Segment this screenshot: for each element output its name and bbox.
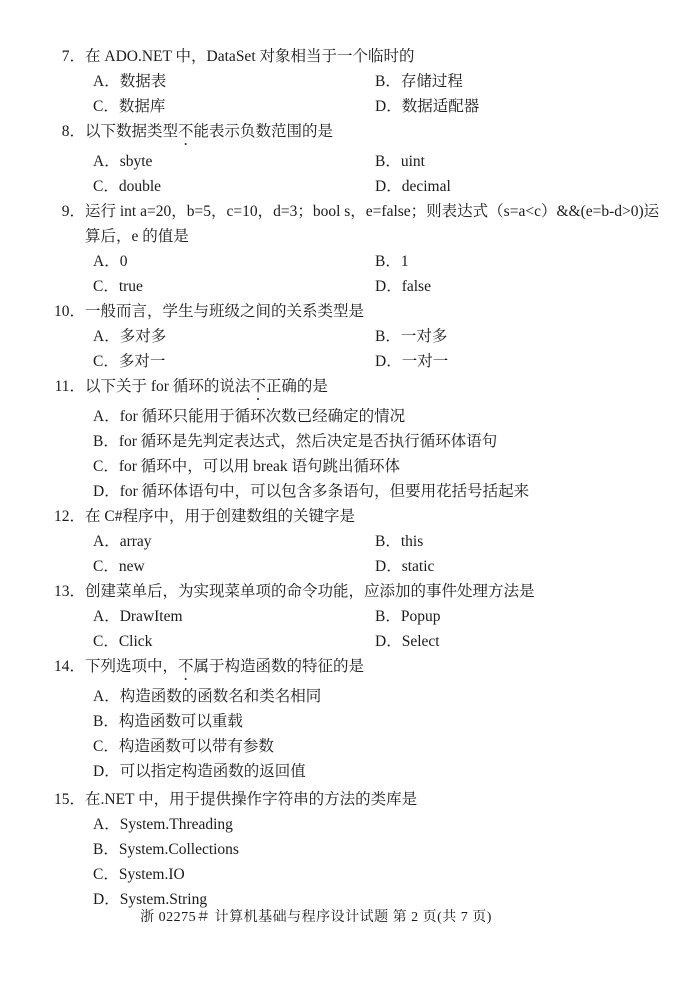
option-label: C． (93, 98, 119, 115)
question-text (85, 44, 662, 69)
question-body (85, 199, 662, 299)
question-body (85, 44, 662, 119)
option-label: A． (93, 153, 120, 170)
option-c (85, 454, 662, 479)
option-label: C． (93, 353, 119, 370)
question-text (85, 504, 662, 529)
option-label: B． (375, 328, 401, 345)
option-text: false (401, 278, 431, 295)
option-text: Popup (400, 608, 441, 625)
option-label: D． (375, 98, 402, 115)
question-body (85, 119, 662, 199)
question-number: 9． (61, 203, 85, 220)
option-text: true (118, 278, 143, 295)
option-d (375, 349, 662, 374)
option-b (85, 429, 662, 454)
question-body (85, 299, 662, 374)
question-number: 12． (53, 508, 85, 525)
option-text: for 循环只能用于循环次数已经确定的情况 (119, 408, 406, 425)
option-label: A． (93, 253, 120, 270)
option-text: new (118, 558, 145, 575)
option-text: for 循环中，可以用 break 语句跳出循环体 (118, 458, 400, 475)
option-label: B． (375, 253, 401, 270)
option-text: System.IO (118, 866, 185, 883)
option-c (93, 174, 375, 199)
option-text: 数据库 (118, 98, 166, 115)
option-text: for 循环体语句中，可以包含多条语句，但要用花括号括起来 (119, 483, 530, 500)
option-label: C． (93, 633, 119, 650)
question-14 (50, 654, 662, 784)
option-label: A． (93, 608, 120, 625)
option-text: this (400, 533, 424, 550)
option-a (93, 604, 375, 629)
options-row (85, 529, 662, 554)
option-label: C． (93, 278, 119, 295)
option-text: 0 (119, 253, 128, 270)
option-label: C． (93, 866, 119, 883)
emphasized-char: 不 (178, 658, 194, 675)
options-row (85, 604, 662, 629)
option-label: A． (93, 816, 120, 833)
option-text: System.Collections (118, 841, 239, 858)
question-text-span: 能表示负数范围的是 (193, 123, 334, 140)
option-a (93, 529, 375, 554)
option-text: 1 (400, 253, 409, 270)
option-text: Click (118, 633, 153, 650)
option-b (85, 837, 662, 862)
question-text-span: 创建菜单后，为实现菜单项的命令功能，应添加的事件处理方法是 (85, 583, 535, 600)
option-d (85, 479, 662, 504)
option-d (85, 759, 662, 784)
option-label: C． (93, 178, 119, 195)
options-row (85, 69, 662, 94)
option-a (85, 812, 662, 837)
question-13 (50, 579, 662, 654)
question-body (85, 374, 662, 504)
question-11 (50, 374, 662, 504)
option-label: D． (375, 558, 402, 575)
question-text (85, 654, 662, 684)
options-row (85, 349, 662, 374)
question-body (85, 787, 662, 912)
question-number: 11． (54, 378, 85, 395)
option-label: B． (93, 713, 119, 730)
option-text: System.String (119, 891, 208, 908)
question-8 (50, 119, 662, 199)
option-b (375, 529, 662, 554)
question-15 (50, 787, 662, 912)
options-row (85, 324, 662, 349)
option-text: 数据表 (119, 73, 167, 90)
option-text: Select (401, 633, 440, 650)
question-text (85, 787, 662, 812)
option-label: A． (93, 408, 120, 425)
question-text-span: 在 ADO.NET 中，DataSet 对象相当于一个临时的 (85, 48, 415, 65)
options-row (85, 274, 662, 299)
question-text (85, 299, 662, 324)
options-row (85, 149, 662, 174)
option-text: 构造函数的函数名和类名相同 (119, 688, 322, 705)
option-label: A． (93, 533, 120, 550)
question-number: 14． (53, 658, 85, 675)
question-text (85, 199, 662, 249)
question-text (85, 374, 662, 404)
option-label: B． (375, 533, 401, 550)
option-text: uint (400, 153, 425, 170)
option-label: D． (375, 633, 402, 650)
option-label: A． (93, 328, 120, 345)
option-d (375, 94, 662, 119)
option-c (93, 94, 375, 119)
question-number: 8． (61, 123, 85, 140)
question-7 (50, 44, 662, 119)
option-a (93, 324, 375, 349)
question-body (85, 579, 662, 654)
option-text: 构造函数可以重载 (118, 713, 243, 730)
option-text: array (119, 533, 152, 550)
options-row (85, 249, 662, 274)
option-text: static (401, 558, 435, 575)
option-text: 构造函数可以带有参数 (118, 738, 274, 755)
question-number: 13． (53, 583, 85, 600)
option-label: A． (93, 73, 120, 90)
option-b (375, 324, 662, 349)
options-row (85, 94, 662, 119)
option-label: B． (375, 608, 401, 625)
question-text-span: 以下数据类型 (85, 123, 179, 140)
question-text (85, 579, 662, 604)
question-text (85, 119, 662, 149)
option-d (375, 629, 662, 654)
question-10 (50, 299, 662, 374)
emphasized-char: 不 (250, 378, 266, 395)
option-label: D． (375, 278, 402, 295)
emphasized-char: 不 (178, 123, 194, 140)
option-text: for 循环是先判定表达式，然后决定是否执行循环体语句 (118, 433, 498, 450)
option-d (375, 554, 662, 579)
options-row (85, 554, 662, 579)
option-text: sbyte (119, 153, 153, 170)
option-label: C． (93, 738, 119, 755)
option-text: decimal (401, 178, 451, 195)
option-text: 一对多 (400, 328, 448, 345)
option-text: 一对一 (401, 353, 449, 370)
option-c (93, 349, 375, 374)
option-b (375, 149, 662, 174)
option-text: 可以指定构造函数的返回值 (119, 763, 306, 780)
option-a (93, 149, 375, 174)
option-b (375, 69, 662, 94)
option-c (85, 862, 662, 887)
option-label: C． (93, 458, 119, 475)
question-text-span: 在 C#程序中，用于创建数组的关键字是 (85, 508, 355, 525)
question-body (85, 504, 662, 579)
option-label: D． (375, 353, 402, 370)
option-text: System.Threading (119, 816, 233, 833)
question-9 (50, 199, 662, 299)
option-d (375, 174, 662, 199)
option-c (93, 629, 375, 654)
option-text: DrawItem (119, 608, 183, 625)
question-12 (50, 504, 662, 579)
option-label: B． (93, 841, 119, 858)
option-text: 存储过程 (400, 73, 463, 90)
question-text-span: 下列选项中， (85, 658, 179, 675)
question-number: 7． (61, 48, 85, 65)
option-b (375, 604, 662, 629)
question-text-span: 在.NET 中，用于提供操作字符串的方法的类库是 (85, 791, 418, 808)
option-text: 多对一 (118, 353, 166, 370)
page-footer: 浙 02275＃ 计算机基础与程序设计试题 第 2 页(共 7 页) (140, 910, 492, 925)
question-number: 15． (53, 791, 85, 808)
option-label: D． (93, 763, 120, 780)
option-label: D． (93, 891, 120, 908)
option-label: D． (375, 178, 402, 195)
question-text-span: 以下关于 for 循环的说法 (85, 378, 251, 395)
option-label: D． (93, 483, 120, 500)
option-d (375, 274, 662, 299)
option-a (85, 684, 662, 709)
option-a (85, 404, 662, 429)
option-text: 数据适配器 (401, 98, 480, 115)
question-text-span: 属于构造函数的特征的是 (193, 658, 365, 675)
option-a (93, 69, 375, 94)
option-c (85, 734, 662, 759)
question-body (85, 654, 662, 784)
option-label: B． (375, 73, 401, 90)
option-label: A． (93, 688, 120, 705)
question-text-span: 一般而言，学生与班级之间的关系类型是 (85, 303, 365, 320)
question-list (50, 44, 662, 912)
option-text: 多对多 (119, 328, 167, 345)
option-a (93, 249, 375, 274)
question-number: 10． (53, 303, 85, 320)
option-label: C． (93, 558, 119, 575)
option-label: B． (93, 433, 119, 450)
options-row (85, 629, 662, 654)
option-b (85, 709, 662, 734)
option-c (93, 554, 375, 579)
options-row (85, 174, 662, 199)
option-c (93, 274, 375, 299)
option-label: B． (375, 153, 401, 170)
question-text-span: 正确的是 (265, 378, 328, 395)
option-text: double (118, 178, 162, 195)
question-text-span: 运行 int a=20，b=5，c=10，d=3；bool s，e=false；则表达式（s=a<c）&&(e=b-d>0)运算后，e 的值是 (85, 203, 660, 245)
option-b (375, 249, 662, 274)
